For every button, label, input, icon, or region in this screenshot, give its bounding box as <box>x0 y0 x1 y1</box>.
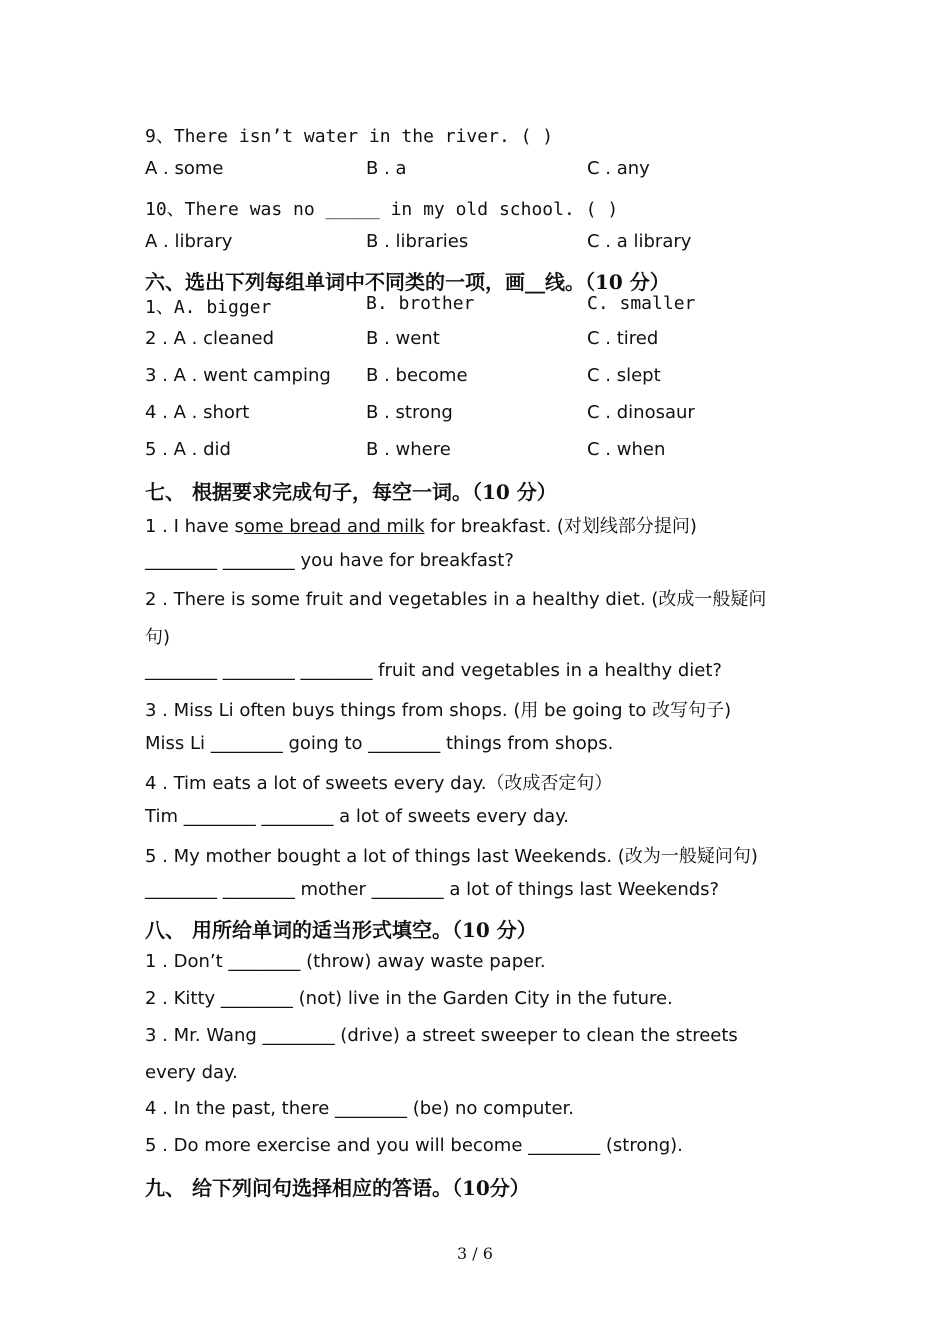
s7-sentence-2a: 2 . There is some fruit and vegetables in a healthy diet. (改成一般疑问 <box>145 589 767 610</box>
section-9-heading: 九、 给下列问句选择相应的答语。（10分） <box>145 1176 530 1200</box>
section-6-heading: 六、选出下列每组单词中不同类的一项，画__线。（10 分） <box>145 270 670 294</box>
section-8-heading: 八、 用所给单词的适当形式填空。（10 分） <box>145 918 537 942</box>
s7-s1-underlined: ome bread and milk <box>243 516 425 537</box>
s6-row1-c: C. smaller <box>587 293 696 314</box>
question-9-stem: 9、There isn’t water in the river. ( ) <box>145 126 554 147</box>
s6-row2-c: C . tired <box>587 328 659 349</box>
s7-answer-2: ________ ________ ________ fruit and vegetables in a healthy diet? <box>145 660 722 681</box>
s6-row4-a: 4 . A . short <box>145 402 250 423</box>
s8-item-1: 1 . Don’t ________ (throw) away waste paper. <box>145 951 546 972</box>
page-number: 3 / 6 <box>457 1244 493 1263</box>
s7-sentence-1 <box>145 512 697 538</box>
s7-sentence-2b: 句) <box>145 627 171 648</box>
q9-option-c: C . any <box>587 158 650 179</box>
s6-row3-b: B . become <box>366 365 468 386</box>
s7-sentence-5: 5 . My mother bought a lot of things last Weekends. (改为一般疑问句) <box>145 846 758 867</box>
s6-row3-a: 3 . A . went camping <box>145 365 331 386</box>
s7-answer-4: Tim ________ ________ a lot of sweets every day. <box>145 806 570 827</box>
question-10-stem: 10、There was no _____ in my old school. ( ) <box>145 199 619 220</box>
s7-s1-pre: 1 . I have s <box>145 516 244 537</box>
s6-row5-a: 5 . A . did <box>145 439 231 460</box>
q9-option-a: A . some <box>145 158 224 179</box>
s8-item-2: 2 . Kitty ________ (not) live in the Garden City in the future. <box>145 988 673 1009</box>
s6-row5-c: C . when <box>587 439 666 460</box>
s7-answer-5: ________ ________ mother ________ a lot of things last Weekends? <box>145 879 720 900</box>
s6-row2-b: B . went <box>366 328 440 349</box>
section-7-heading: 七、 根据要求完成句子，每空一词。（10 分） <box>145 480 557 504</box>
s6-row4-c: C . dinosaur <box>587 402 695 423</box>
s7-answer-3: Miss Li ________ going to ________ things from shops. <box>145 733 614 754</box>
s7-sentence-4: 4 . Tim eats a lot of sweets every day.（改成否定句） <box>145 773 613 794</box>
q10-option-a: A . library <box>145 231 233 252</box>
s8-item-5: 5 . Do more exercise and you will become ________ (strong). <box>145 1135 683 1156</box>
s6-row4-b: B . strong <box>366 402 453 423</box>
q10-option-c: C . a library <box>587 231 692 252</box>
s7-s1-post: for breakfast. (对划线部分提问) <box>424 516 697 537</box>
s6-row5-b: B . where <box>366 439 451 460</box>
s6-row3-c: C . slept <box>587 365 661 386</box>
s8-item-3: 3 . Mr. Wang ________ (drive) a street sweeper to clean the streets <box>145 1025 738 1046</box>
s7-answer-1: ________ ________ you have for breakfast? <box>145 550 514 571</box>
s6-row1-b: B. brother <box>366 293 475 314</box>
s7-sentence-3: 3 . Miss Li often buys things from shops. (用 be going to 改写句子) <box>145 700 732 721</box>
s6-row1-a: 1、A. bigger <box>145 297 272 318</box>
s8-item-4: 4 . In the past, there ________ (be) no computer. <box>145 1098 575 1119</box>
q10-option-b: B . libraries <box>366 231 469 252</box>
s8-item-3-cont: every day. <box>145 1062 238 1083</box>
s6-row2-a: 2 . A . cleaned <box>145 328 275 349</box>
q9-option-b: B . a <box>366 158 407 179</box>
